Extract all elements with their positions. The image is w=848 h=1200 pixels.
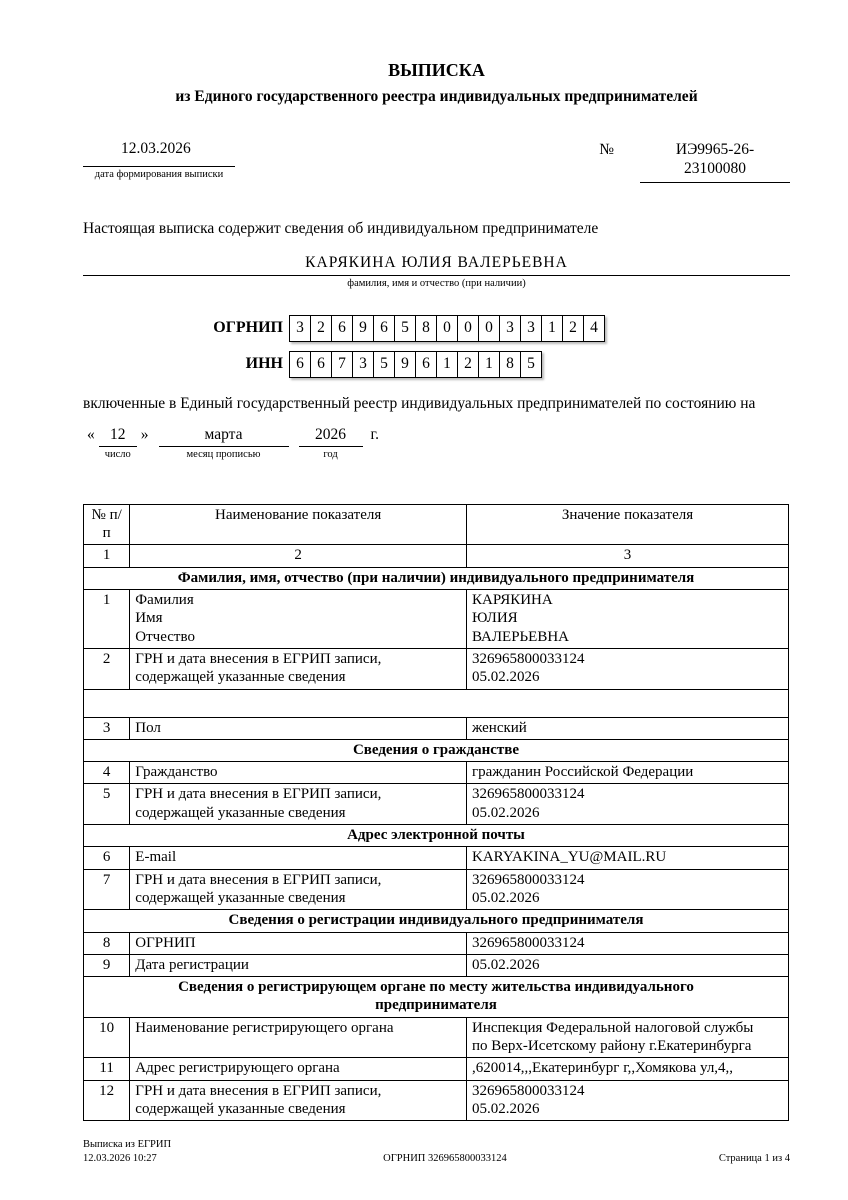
table-section-row	[84, 977, 789, 1018]
document-page	[83, 0, 790, 1121]
table-row	[84, 847, 789, 869]
document-number-line2: 23100080	[684, 160, 746, 178]
lead-paragraph: Настоящая выписка содержит сведения об индивидуальном предпринимателе	[83, 219, 599, 237]
section-title-cell	[84, 825, 789, 847]
document-number-block	[599, 140, 790, 183]
document-title: ВЫПИСКА	[388, 60, 485, 80]
column-numbers-row	[84, 545, 789, 567]
cell-line: Фамилия	[135, 592, 194, 609]
table-section-row	[84, 825, 789, 847]
col-number-2: 2	[130, 545, 467, 567]
section-title: Адрес электронной почты	[347, 827, 525, 844]
table-row	[84, 932, 789, 954]
footer-page-number: Страница 1 из 4	[718, 1153, 790, 1165]
entrepreneur-name-caption: фамилия, имя и отчество (при наличии)	[347, 277, 526, 289]
day-field	[99, 426, 137, 460]
section-title-cell	[84, 977, 789, 1018]
digit-box: 9	[394, 351, 416, 378]
digit-box: 1	[478, 351, 500, 378]
cell-line: по Верх-Исетскому району г.Екатеринбурга	[471, 1038, 752, 1055]
row-number-cell: 4	[84, 762, 130, 784]
table-empty-row	[84, 689, 789, 717]
digit-box: 8	[499, 351, 521, 378]
document-number-value	[640, 140, 790, 183]
entrepreneur-full-name: КАРЯКИНА ЮЛИЯ ВАЛЕРЬЕВНА	[83, 254, 790, 276]
cell-line: 05.02.2026	[471, 956, 540, 973]
open-quote: «	[87, 425, 95, 443]
inn-label: ИНН	[245, 355, 283, 373]
page-footer	[83, 1138, 790, 1166]
digit-box: 0	[478, 315, 500, 342]
table-row	[84, 1017, 789, 1058]
section-title-cell	[84, 567, 789, 589]
row-name-cell	[130, 1080, 467, 1121]
digit-box: 5	[394, 315, 416, 342]
close-quote: »	[140, 425, 149, 443]
digit-box: 8	[415, 315, 437, 342]
row-name-cell	[130, 648, 467, 689]
document-subtitle: из Единого государственного реестра индивидуальных предпринимателей	[175, 88, 698, 105]
digit-box: 9	[352, 315, 374, 342]
table-row	[84, 784, 789, 825]
year-suffix: г.	[370, 425, 379, 443]
row-value-cell	[466, 847, 788, 869]
year-field	[299, 426, 363, 460]
table-row	[84, 1058, 789, 1080]
cell-line: E-mail	[135, 849, 177, 866]
table-section-row	[84, 910, 789, 932]
details-table	[83, 504, 789, 1121]
entrepreneur-name-block	[83, 254, 790, 289]
row-number-cell: 1	[84, 590, 130, 649]
cell-line: Наименование регистрирующего органа	[135, 1019, 394, 1036]
section-title-cell	[84, 739, 789, 761]
row-name-cell	[130, 932, 467, 954]
row-number-cell: 7	[84, 869, 130, 910]
digit-box: 3	[289, 315, 311, 342]
row-name-cell	[130, 847, 467, 869]
row-name-cell	[130, 784, 467, 825]
row-value-cell	[466, 932, 788, 954]
cell-line: Пол	[135, 719, 161, 736]
row-number-cell: 3	[84, 717, 130, 739]
table-section-row	[84, 567, 789, 589]
row-number-cell: 2	[84, 648, 130, 689]
row-value-cell	[466, 1080, 788, 1121]
digit-box: 3	[352, 351, 374, 378]
month-caption: месяц прописью	[186, 448, 261, 460]
row-value-cell	[466, 762, 788, 784]
year-value: 2026	[299, 426, 363, 447]
inn-digit-boxes	[289, 351, 542, 378]
cell-line: содержащей указанные сведения	[135, 1100, 346, 1117]
digit-box: 6	[289, 351, 311, 378]
cell-line: 326965800033124	[471, 1082, 585, 1099]
row-name-cell	[130, 1058, 467, 1080]
form-date-caption: дата формирования выписки	[94, 169, 224, 180]
cell-line: ОГРНИП	[135, 934, 196, 951]
table-row	[84, 762, 789, 784]
cell-line: Адрес регистрирующего органа	[135, 1060, 340, 1077]
table-header-row	[84, 504, 789, 545]
row-number-cell: 12	[84, 1080, 130, 1121]
row-name-cell	[130, 954, 467, 976]
row-name-cell	[130, 1017, 467, 1058]
digit-box: 2	[457, 351, 479, 378]
form-date-block	[83, 140, 235, 183]
row-name-cell	[130, 717, 467, 739]
row-name-cell	[130, 590, 467, 649]
digit-box: 3	[520, 315, 542, 342]
cell-line: 05.02.2026	[471, 804, 540, 821]
row-number-cell: 6	[84, 847, 130, 869]
row-value-cell	[466, 590, 788, 649]
footer-ogrnip: ОГРНИП 326965800033124	[383, 1153, 507, 1165]
cell-line: Отчество	[135, 628, 195, 645]
cell-line: Дата регистрации	[135, 956, 249, 973]
digit-box: 0	[457, 315, 479, 342]
row-number-cell: 11	[84, 1058, 130, 1080]
row-name-cell	[130, 869, 467, 910]
digit-box: 6	[310, 351, 332, 378]
cell-line: ЮЛИЯ	[471, 610, 518, 627]
digit-box: 1	[541, 315, 563, 342]
digit-box: 2	[310, 315, 332, 342]
table-row	[84, 648, 789, 689]
section-title: Сведения о регистрирующем органе по месту жительства индивидуального предпринимателя	[178, 979, 694, 1014]
empty-cell	[84, 689, 789, 717]
cell-line: ГРН и дата внесения в ЕГРИП записи,	[135, 1082, 382, 1099]
digit-box: 6	[331, 315, 353, 342]
cell-line: содержащей указанные сведения	[135, 669, 346, 686]
section-title: Сведения о гражданстве	[352, 741, 520, 758]
cell-line: Гражданство	[135, 764, 218, 781]
cell-line: 05.02.2026	[471, 1100, 540, 1117]
cell-line: гражданин Российской Федерации	[471, 764, 694, 781]
row-value-cell	[466, 784, 788, 825]
digit-box: 6	[373, 315, 395, 342]
digit-box: 4	[583, 315, 605, 342]
document-number-lines	[640, 140, 790, 183]
table-row	[84, 717, 789, 739]
cell-line: KARYAKINA_YU@MAIL.RU	[471, 849, 667, 866]
digit-box: 0	[436, 315, 458, 342]
included-paragraph: включенные в Единый государственный реестр индивидуальных предпринимателей по состоянию на	[83, 394, 756, 412]
row-number-cell: 8	[84, 932, 130, 954]
document-number-line1: ИЭ9965-26-	[675, 141, 755, 158]
cell-line: содержащей указанные сведения	[135, 889, 346, 906]
row-number-cell: 10	[84, 1017, 130, 1058]
cell-line: Имя	[135, 610, 163, 627]
table-row	[84, 954, 789, 976]
col-number-3: 3	[466, 545, 788, 567]
row-number-cell: 9	[84, 954, 130, 976]
row-value-cell	[466, 717, 788, 739]
col-number-1: 1	[84, 545, 130, 567]
row-value-cell	[466, 1058, 788, 1080]
form-date-value: 12.03.2026	[121, 140, 191, 157]
cell-line: 05.02.2026	[471, 889, 540, 906]
footer-doc-type: Выписка из ЕГРИП	[83, 1139, 172, 1150]
cell-line: 326965800033124	[471, 786, 585, 803]
cell-line: ГРН и дата внесения в ЕГРИП записи,	[135, 650, 382, 667]
cell-line: ГРН и дата внесения в ЕГРИП записи,	[135, 871, 382, 888]
section-title: Сведения о регистрации индивидуального предпринимателя	[228, 912, 644, 929]
digit-box: 5	[373, 351, 395, 378]
footer-left	[83, 1138, 171, 1166]
inn-row	[83, 351, 790, 378]
digit-box: 1	[436, 351, 458, 378]
footer-datetime: 12.03.2026 10:27	[83, 1153, 157, 1165]
section-title-cell	[84, 910, 789, 932]
section-title: Фамилия, имя, отчество (при наличии) индивидуального предпринимателя	[177, 569, 695, 586]
table-section-row	[84, 739, 789, 761]
cell-line: 05.02.2026	[471, 669, 540, 686]
table-row	[84, 1080, 789, 1121]
cell-line: 326965800033124	[471, 934, 585, 951]
digit-box: 2	[562, 315, 584, 342]
digit-box: 7	[331, 351, 353, 378]
cell-line: женский	[471, 719, 527, 736]
cell-line: 326965800033124	[471, 650, 585, 667]
cell-line: ВАЛЕРЬЕВНА	[471, 628, 570, 645]
cell-line: КАРЯКИНА	[471, 592, 553, 609]
cell-line: 326965800033124	[471, 871, 585, 888]
ogrnip-digit-boxes	[289, 315, 605, 342]
month-field	[159, 426, 289, 460]
row-value-cell	[466, 648, 788, 689]
ogrnip-row	[83, 315, 790, 342]
year-caption: год	[323, 448, 338, 460]
cell-line: ,620014,,,Екатеринбург г,,Хомякова ул,4,,	[471, 1060, 734, 1077]
table-row	[84, 869, 789, 910]
day-caption: число	[104, 448, 131, 460]
row-value-cell	[466, 954, 788, 976]
header-name: Наименование показателя	[130, 504, 467, 545]
row-value-cell	[466, 1017, 788, 1058]
cell-line: ГРН и дата внесения в ЕГРИП записи,	[135, 786, 382, 803]
cell-line: Инспекция Федеральной налоговой службы	[471, 1019, 754, 1036]
day-value: 12	[99, 426, 137, 447]
digit-box: 6	[415, 351, 437, 378]
cell-line: содержащей указанные сведения	[135, 804, 346, 821]
row-number-cell: 5	[84, 784, 130, 825]
digit-box: 3	[499, 315, 521, 342]
row-value-cell	[466, 869, 788, 910]
date-number-row	[83, 140, 790, 183]
header-value: Значение показателя	[466, 504, 788, 545]
ogrnip-label: ОГРНИП	[213, 319, 283, 337]
date-words-row	[83, 426, 790, 460]
row-name-cell	[130, 762, 467, 784]
month-value: марта	[159, 426, 289, 447]
header-num: № п/п	[84, 504, 130, 545]
table-row	[84, 590, 789, 649]
digit-box: 5	[520, 351, 542, 378]
number-sign: №	[599, 141, 614, 158]
